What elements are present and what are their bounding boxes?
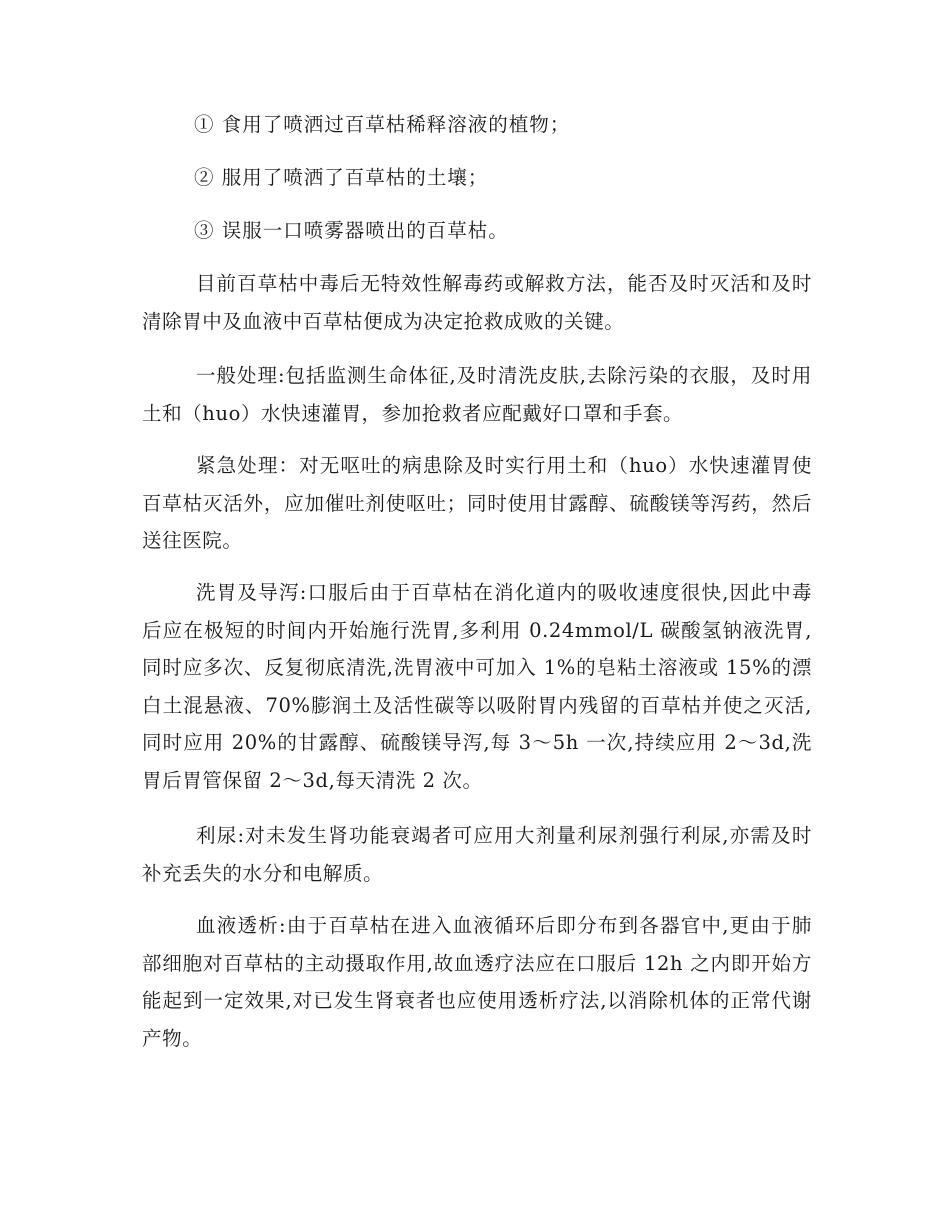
list-item: ③ 误服一口喷雾器喷出的百草枯。 (194, 219, 509, 242)
list-item: ① 食用了喷洒过百草枯稀释溶液的植物； (194, 113, 571, 136)
paragraph-gastric-lavage: 洗胃及导泻:口服后由于百草枯在消化道内的吸收速度很快,因此中毒后应在极短的时间内开始施行洗胃,多利用 0.24mmol/L 碳酸氢钠液洗胃,同时应多次、反复彻底清洗,洗胃液中可加入 1%的皂粘土溶液或 15%的漂白土混悬液、70%膨润土及活性碳等以吸附胃内残留的百草枯并使之灭活,同时应用 20%的甘露醇、硫酸镁导泻,每 3～5h 一次,持续应用 2～3d,洗胃后胃管保留 2～3d,每天清洗 2 次。 (142, 581, 812, 792)
paragraph-general-treatment: 一般处理:包括监测生命体征,及时清洗皮肤,去除污染的衣服，及时用土和（huo）水快速灌胃，参加抢救者应配戴好口罩和手套。 (142, 364, 812, 425)
paragraph-emergency-treatment: 紧急处理：对无呕吐的病患除及时实行用土和（huo）水快速灌胃使百草枯灭活外，应加催吐剂使呕吐；同时使用甘露醇、硫酸镁等泻药，然后送往医院。 (142, 454, 812, 553)
paragraph-intro: 目前百草枯中毒后无特效性解毒药或解救方法，能否及时灭活和及时清除胃中及血液中百草枯便成为决定抢救成败的关键。 (142, 272, 812, 333)
paragraph-diuresis: 利尿:对未发生肾功能衰竭者可应用大剂量利尿剂强行利尿,亦需及时补充丢失的水分和电解质。 (142, 824, 812, 885)
paragraph-hemodialysis: 血液透析:由于百草枯在进入血液循环后即分布到各器官中,更由于肺部细胞对百草枯的主动摄取作用,故血透疗法应在口服后 12h 之内即开始方能起到一定效果,对已发生肾衰者也应使用透析疗法,以消除机体的正常代谢产物。 (142, 914, 812, 1050)
list-item: ② 服用了喷洒了百草枯的土壤； (194, 166, 489, 189)
